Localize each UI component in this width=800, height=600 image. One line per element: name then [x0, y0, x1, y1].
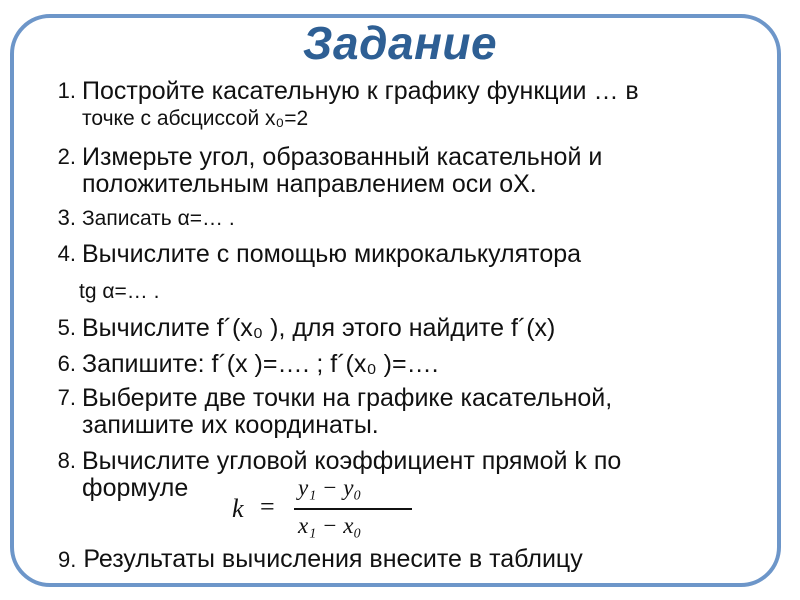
- formula-denominator: x₁ − x₀: [298, 513, 362, 538]
- list-item-9: [58, 545, 583, 574]
- fraction-bar: [294, 508, 412, 510]
- item-line: Вычислите с помощью микрокалькулятора: [82, 240, 582, 268]
- item-number: 3.: [57, 205, 76, 230]
- slide-title: Задание: [302, 17, 498, 69]
- item-number: 7.: [57, 385, 76, 410]
- item-line: Результаты вычисления внесите в таблицу: [83, 545, 583, 573]
- formula-numerator: y₁ − y₀: [298, 475, 362, 500]
- item-line: Запишите: f´(x )=…. ; f´(x₀ )=….: [82, 350, 439, 378]
- item-line: Измерьте угол, образованный касательной и: [82, 143, 603, 171]
- item-line: Записать α=… .: [82, 207, 235, 230]
- item-line: запишите их координаты.: [82, 411, 379, 439]
- item-line: точке с абсциссой x₀=2: [82, 107, 309, 130]
- item-number: 9.: [58, 547, 77, 572]
- formula-lhs: k: [232, 494, 244, 523]
- item-line: tg α=… .: [79, 280, 160, 303]
- slope-formula: [232, 475, 412, 545]
- item-number: 4.: [57, 241, 76, 266]
- item-line: Вычислите угловой коэффициент прямой k по: [82, 447, 622, 475]
- item-number: 5.: [57, 315, 76, 340]
- item-line: формуле: [82, 474, 189, 502]
- item-line: положительным направлением оси оХ.: [82, 170, 537, 198]
- item-number: 2.: [57, 144, 76, 169]
- item-number: 6.: [57, 351, 76, 376]
- item-line: Вычислите f´(x₀ ), для этого найдите f´(x): [82, 314, 556, 342]
- item-line: Выберите две точки на графике касательной,: [82, 384, 613, 412]
- item-line: Постройте касательную к графику функции … в: [82, 77, 639, 105]
- formula-equals: =: [260, 492, 275, 521]
- item-number: 1.: [57, 78, 76, 103]
- item-number: 8.: [57, 448, 76, 473]
